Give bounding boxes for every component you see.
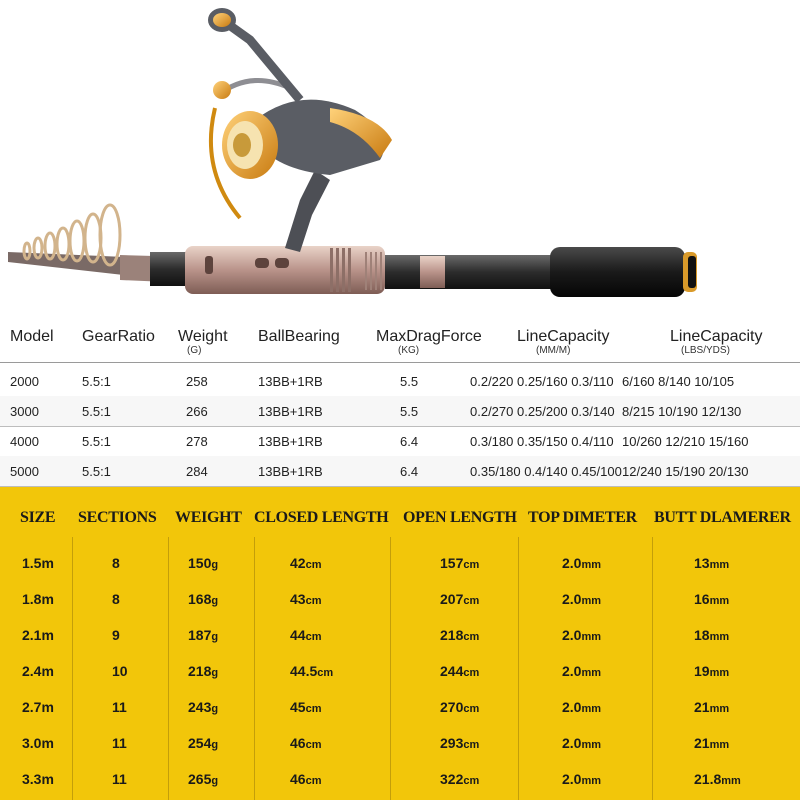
- cell-butt: [694, 555, 729, 571]
- cell-unit: g: [211, 739, 219, 751]
- cell-unit: g: [211, 631, 219, 643]
- cell-butt: [694, 771, 741, 787]
- cell-sections: [112, 663, 128, 679]
- cell-value: 19: [694, 663, 710, 679]
- cell-model: 3000: [10, 404, 39, 419]
- cell-open: [440, 699, 479, 715]
- cell-closed: [290, 735, 321, 751]
- cell-unit: cm: [463, 595, 480, 607]
- cell-sections: [112, 735, 127, 751]
- cell-unit: mm: [709, 631, 730, 643]
- cell-value: 293: [440, 735, 464, 751]
- size-table-row: [0, 555, 800, 591]
- cell-size: [22, 555, 54, 571]
- cell-weight: [188, 735, 218, 751]
- cell-max-drag: 6.4: [400, 464, 419, 479]
- cell-line-capacity-lbs: 10/260 12/210 15/160: [622, 434, 749, 449]
- cell-butt: [694, 663, 729, 679]
- cell-model: 2000: [10, 374, 39, 389]
- cell-unit: mm: [581, 631, 602, 643]
- cell-butt: [694, 627, 729, 643]
- reel-table-row: [0, 396, 800, 427]
- cell-value: 44.5: [290, 663, 318, 679]
- cell-top: [562, 627, 601, 643]
- cell-max-drag: 5.5: [400, 404, 419, 419]
- header-line-capacity-mm: LineCapacity: [517, 328, 610, 345]
- cell-value: 16: [694, 591, 710, 607]
- cell-value: 243: [188, 699, 212, 715]
- cell-sections: [112, 699, 127, 715]
- cell-unit: mm: [709, 739, 730, 751]
- cell-size: [22, 663, 54, 679]
- header-line-capacity-lbs: LineCapacity: [670, 328, 763, 345]
- rod-size-table: [0, 487, 800, 800]
- header-gear-ratio: GearRatio: [82, 328, 155, 345]
- header-weight: Weight: [178, 328, 228, 345]
- cell-weight: [188, 627, 218, 643]
- header-max-drag-unit: (KG): [398, 345, 420, 356]
- cell-sections: [112, 771, 127, 787]
- cell-value: 2.0: [562, 735, 582, 751]
- cell-value: 157: [440, 555, 464, 571]
- header-weight: WEIGHT: [175, 509, 242, 526]
- cell-unit: cm: [463, 559, 480, 571]
- cell-value: 44: [290, 627, 306, 643]
- cell-value: 45: [290, 699, 306, 715]
- cell-sections: [112, 555, 120, 571]
- cell-top: [562, 735, 601, 751]
- cell-gear-ratio: 5.5:1: [82, 404, 111, 419]
- cell-value: 2.0: [562, 555, 582, 571]
- cell-value: 11: [112, 771, 127, 787]
- cell-value: 8: [112, 591, 120, 607]
- cell-size: [22, 735, 54, 751]
- cell-unit: mm: [709, 595, 730, 607]
- cell-value: 2.0: [562, 699, 582, 715]
- cell-value: 11: [112, 735, 127, 751]
- size-table-row: [0, 735, 800, 771]
- cell-top: [562, 591, 601, 607]
- cell-top: [562, 555, 601, 571]
- cell-value: 2.7m: [22, 699, 54, 715]
- header-butt-diameter: BUTT DLAMERER: [654, 509, 791, 526]
- cell-unit: mm: [581, 595, 602, 607]
- cell-unit: mm: [581, 703, 602, 715]
- cell-value: 1.8m: [22, 591, 54, 607]
- cell-value: 254: [188, 735, 212, 751]
- cell-value: 11: [112, 699, 127, 715]
- reel-table-row: [0, 426, 800, 457]
- cell-unit: mm: [581, 739, 602, 751]
- cell-open: [440, 591, 479, 607]
- cell-line-capacity-mm: 0.2/220 0.25/160 0.3/110: [470, 374, 614, 389]
- reel-table-header: [0, 320, 800, 363]
- cell-unit: cm: [305, 595, 322, 607]
- cell-top: [562, 699, 601, 715]
- cell-open: [440, 555, 479, 571]
- cell-value: 322: [440, 771, 464, 787]
- cell-value: 13: [694, 555, 710, 571]
- cell-value: 3.3m: [22, 771, 54, 787]
- header-closed-length: CLOSED LENGTH: [254, 509, 389, 526]
- cell-line-capacity-lbs: 8/215 10/190 12/130: [622, 404, 742, 419]
- size-table-row: [0, 591, 800, 627]
- cell-unit: cm: [305, 775, 322, 787]
- reel-spec-table: [0, 320, 800, 486]
- cell-unit: cm: [463, 631, 480, 643]
- cell-value: 2.0: [562, 663, 582, 679]
- cell-open: [440, 735, 479, 751]
- header-line-capacity-lbs-unit: (LBS/YDS): [681, 345, 730, 356]
- cell-ball-bearing: 13BB+1RB: [258, 374, 323, 389]
- cell-value: 265: [188, 771, 212, 787]
- cell-weight: [188, 663, 218, 679]
- cell-size: [22, 627, 54, 643]
- header-sections: SECTIONS: [78, 509, 157, 526]
- cell-unit: g: [211, 775, 219, 787]
- cell-unit: cm: [305, 631, 322, 643]
- cell-model: 4000: [10, 434, 39, 449]
- cell-value: 21.8: [694, 771, 722, 787]
- cell-closed: [290, 555, 321, 571]
- cell-size: [22, 699, 54, 715]
- header-size: SIZE: [20, 509, 56, 526]
- cell-sections: [112, 591, 120, 607]
- cell-weight: 284: [186, 464, 208, 479]
- cell-value: 9: [112, 627, 120, 643]
- cell-unit: mm: [581, 559, 602, 571]
- cell-max-drag: 5.5: [400, 374, 419, 389]
- cell-gear-ratio: 5.5:1: [82, 374, 111, 389]
- cell-closed: [290, 627, 321, 643]
- header-open-length: OPEN LENGTH: [403, 509, 517, 526]
- cell-weight: [188, 699, 218, 715]
- cell-unit: g: [211, 559, 219, 571]
- cell-value: 218: [440, 627, 464, 643]
- cell-unit: mm: [709, 667, 730, 679]
- fishing-rod: [8, 205, 697, 297]
- cell-value: 2.0: [562, 627, 582, 643]
- cell-weight: [188, 555, 218, 571]
- cell-unit: cm: [463, 775, 480, 787]
- cell-value: 1.5m: [22, 555, 54, 571]
- cell-unit: cm: [317, 667, 334, 679]
- size-table-row: [0, 771, 800, 807]
- cell-unit: cm: [463, 667, 480, 679]
- cell-max-drag: 6.4: [400, 434, 419, 449]
- cell-value: 46: [290, 735, 306, 751]
- cell-weight: 258: [186, 374, 208, 389]
- cell-unit: cm: [305, 739, 322, 751]
- cell-unit: mm: [709, 559, 730, 571]
- cell-size: [22, 771, 54, 787]
- cell-value: 168: [188, 591, 212, 607]
- reel-table-row: [0, 456, 800, 487]
- cell-value: 3.0m: [22, 735, 54, 751]
- cell-value: 43: [290, 591, 306, 607]
- cell-gear-ratio: 5.5:1: [82, 464, 111, 479]
- cell-unit: cm: [305, 559, 322, 571]
- product-photo: [0, 0, 800, 320]
- cell-value: 42: [290, 555, 306, 571]
- cell-ball-bearing: 13BB+1RB: [258, 434, 323, 449]
- header-model: Model: [10, 328, 54, 345]
- cell-unit: g: [211, 595, 219, 607]
- cell-size: [22, 591, 54, 607]
- cell-ball-bearing: 13BB+1RB: [258, 464, 323, 479]
- cell-unit: cm: [463, 703, 480, 715]
- cell-value: 8: [112, 555, 120, 571]
- cell-value: 21: [694, 699, 710, 715]
- cell-unit: mm: [581, 667, 602, 679]
- header-top-diameter: TOP DIMETER: [528, 509, 637, 526]
- cell-closed: [290, 699, 321, 715]
- cell-value: 21: [694, 735, 710, 751]
- cell-unit: g: [211, 667, 219, 679]
- cell-top: [562, 771, 601, 787]
- spinning-reel: [208, 8, 392, 252]
- cell-open: [440, 663, 479, 679]
- cell-butt: [694, 699, 729, 715]
- cell-unit: mm: [581, 775, 602, 787]
- cell-value: 2.1m: [22, 627, 54, 643]
- cell-sections: [112, 627, 120, 643]
- reel-table-row: [0, 366, 800, 397]
- cell-weight: [188, 591, 218, 607]
- cell-value: 18: [694, 627, 710, 643]
- header-weight-unit: (G): [187, 345, 202, 356]
- cell-closed: [290, 663, 333, 679]
- cell-unit: mm: [709, 703, 730, 715]
- cell-value: 244: [440, 663, 464, 679]
- cell-open: [440, 771, 479, 787]
- cell-weight: 266: [186, 404, 208, 419]
- cell-value: 10: [112, 663, 128, 679]
- cell-line-capacity-mm: 0.3/180 0.35/150 0.4/110: [470, 434, 614, 449]
- size-table-row: [0, 699, 800, 735]
- header-max-drag: MaxDragForce: [376, 328, 482, 345]
- cell-value: 270: [440, 699, 464, 715]
- cell-gear-ratio: 5.5:1: [82, 434, 111, 449]
- cell-line-capacity-lbs: 6/160 8/140 10/105: [622, 374, 735, 389]
- cell-value: 150: [188, 555, 212, 571]
- cell-value: 187: [188, 627, 212, 643]
- cell-weight: [188, 771, 218, 787]
- cell-line-capacity-lbs: 12/240 15/190 20/130: [622, 464, 749, 479]
- cell-top: [562, 663, 601, 679]
- size-table-row: [0, 627, 800, 663]
- cell-unit: g: [211, 703, 219, 715]
- cell-closed: [290, 591, 321, 607]
- header-line-capacity-mm-unit: (MM/M): [536, 345, 571, 356]
- size-table-row: [0, 663, 800, 699]
- cell-line-capacity-mm: 0.2/270 0.25/200 0.3/140: [470, 404, 615, 419]
- cell-value: 207: [440, 591, 464, 607]
- cell-line-capacity-mm: 0.35/180 0.4/140 0.45/100: [470, 464, 622, 479]
- cell-value: 46: [290, 771, 306, 787]
- cell-value: 2.0: [562, 771, 582, 787]
- cell-open: [440, 627, 479, 643]
- cell-unit: cm: [463, 739, 480, 751]
- cell-value: 2.0: [562, 591, 582, 607]
- cell-closed: [290, 771, 321, 787]
- cell-value: 218: [188, 663, 212, 679]
- cell-butt: [694, 591, 729, 607]
- cell-unit: cm: [305, 703, 322, 715]
- cell-model: 5000: [10, 464, 39, 479]
- cell-unit: mm: [721, 775, 741, 787]
- header-ball-bearing: BallBearing: [258, 328, 340, 345]
- cell-weight: 278: [186, 434, 208, 449]
- cell-ball-bearing: 13BB+1RB: [258, 404, 323, 419]
- cell-value: 2.4m: [22, 663, 54, 679]
- cell-butt: [694, 735, 729, 751]
